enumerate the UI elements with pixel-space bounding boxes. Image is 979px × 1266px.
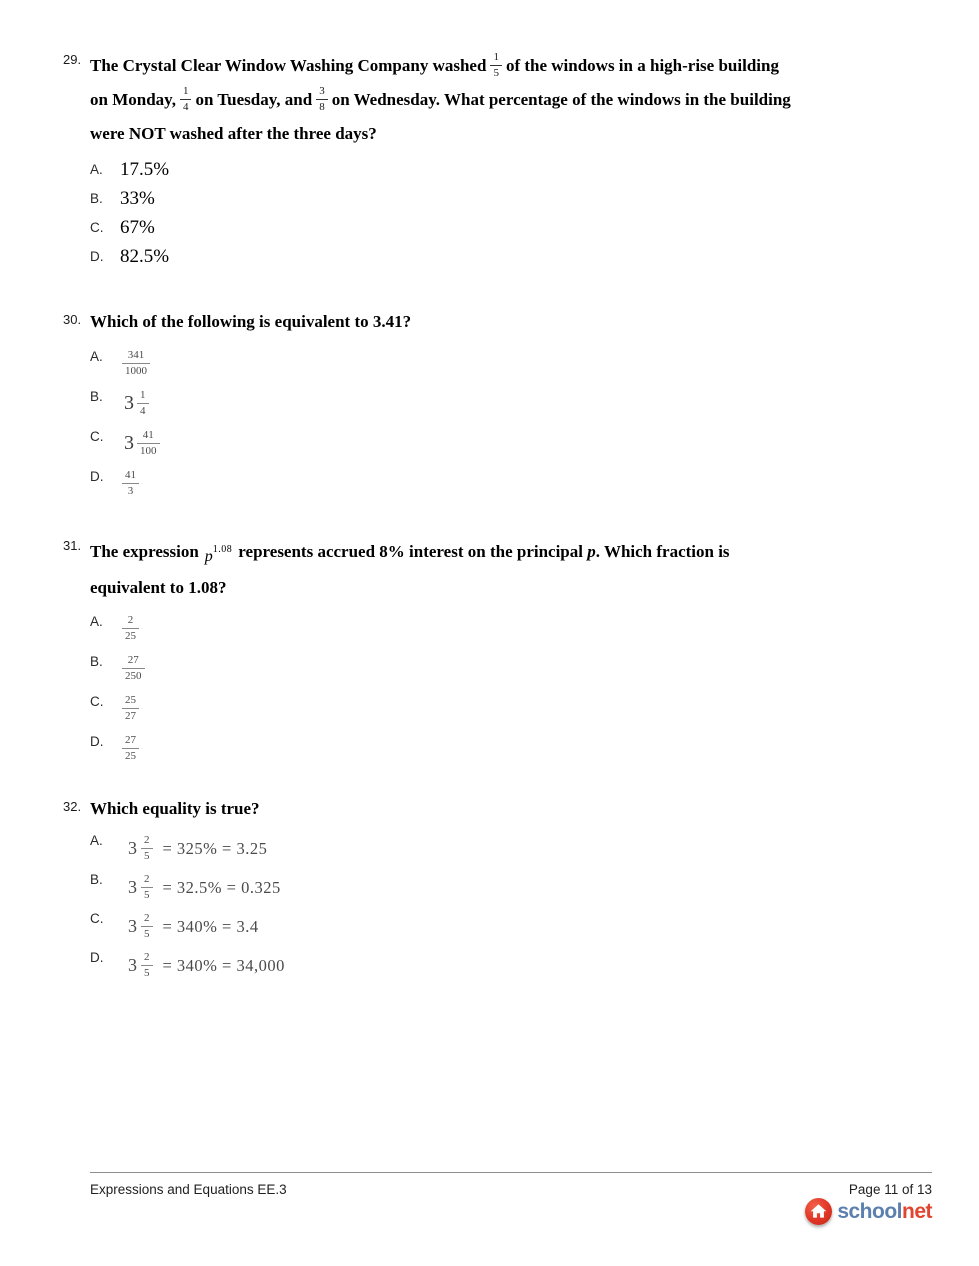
- question-number: 31.: [63, 538, 82, 553]
- option-value: 67%: [120, 216, 155, 238]
- variable-p: p: [587, 542, 596, 561]
- question-31: [63, 535, 939, 768]
- fraction: [137, 390, 149, 417]
- fraction: [141, 835, 153, 862]
- question-29: [63, 49, 939, 271]
- numerator: 1: [182, 84, 189, 97]
- numerator: 2: [144, 873, 150, 885]
- option-row-a: [90, 343, 939, 383]
- whole-number: 3: [128, 955, 137, 975]
- fraction: [141, 913, 153, 940]
- expression-exponent: 1.08: [212, 544, 233, 555]
- numerator: 1: [493, 50, 499, 63]
- option-value: 33%: [120, 187, 155, 209]
- question-number: 29.: [63, 52, 82, 67]
- options-list: [90, 608, 939, 768]
- option-row-c: [90, 213, 939, 242]
- option-letter: B.: [90, 388, 103, 404]
- option-value: 17.5%: [120, 158, 170, 180]
- question-30: [63, 309, 939, 503]
- equation: [128, 874, 281, 901]
- option-letter: B.: [90, 653, 103, 669]
- prompt-text: The Crystal Clear Window Washing Company washed: [90, 56, 487, 75]
- fraction: [122, 470, 139, 497]
- schoolnet-logo: [90, 1198, 932, 1225]
- prompt-text: Which of the following is equivalent to 3.41?: [90, 312, 412, 331]
- question-prompt: [90, 796, 260, 822]
- whole-number: 3: [128, 916, 137, 936]
- numerator: 1: [140, 388, 146, 401]
- option-value: 82.5%: [120, 245, 170, 267]
- denominator: 5: [141, 965, 153, 979]
- option-row-d: [90, 728, 939, 768]
- fraction: [122, 350, 150, 377]
- equation-suffix: = 325% = 3.25: [162, 838, 268, 858]
- option-row-b: [90, 383, 939, 423]
- numerator: 2: [144, 912, 150, 924]
- fraction: [122, 615, 139, 642]
- mixed-number: [124, 430, 162, 457]
- denominator: 5: [490, 65, 502, 79]
- option-letter: B.: [90, 191, 103, 206]
- option-row-c: [90, 907, 939, 946]
- option-letter: D.: [90, 249, 104, 264]
- logo-text-school: school: [837, 1199, 902, 1223]
- denominator: 27: [122, 708, 139, 722]
- option-row-b: [90, 648, 939, 688]
- numerator: 341: [127, 348, 145, 361]
- denominator: 25: [122, 748, 139, 762]
- option-row-b: [90, 184, 939, 213]
- denominator: 25: [122, 628, 139, 642]
- option-letter: A.: [90, 613, 103, 629]
- prompt-text: The expression: [90, 542, 199, 561]
- option-letter: A.: [90, 162, 103, 177]
- equation: [128, 913, 259, 940]
- option-row-c: [90, 688, 939, 728]
- fraction: [122, 735, 139, 762]
- fraction: [316, 86, 328, 113]
- option-row-d: [90, 946, 939, 985]
- power-expression: [204, 542, 233, 565]
- option-letter: C.: [90, 693, 104, 709]
- option-letter: A.: [90, 348, 103, 364]
- question-prompt: [90, 49, 796, 151]
- prompt-text: on Wednesday. What percentage of the windows in the building were NOT washed after the three days?: [90, 90, 791, 143]
- prompt-text: of the windows in a high-rise building on Monday,: [90, 56, 779, 109]
- prompt-text: Which equality is true?: [90, 799, 260, 818]
- question-number: 32.: [63, 799, 82, 814]
- whole-number: 3: [124, 391, 134, 414]
- logo-text-net: net: [902, 1199, 932, 1223]
- numerator: 2: [144, 951, 150, 963]
- question-prompt: [90, 535, 806, 604]
- option-letter: D.: [90, 733, 104, 749]
- option-row-a: [90, 608, 939, 648]
- option-letter: C.: [90, 220, 104, 235]
- numerator: 41: [125, 468, 136, 481]
- prompt-text: represents accrued 8% interest on the principal: [238, 542, 583, 561]
- equation: [128, 835, 267, 862]
- option-letter: D.: [90, 950, 104, 965]
- equation: [128, 952, 285, 979]
- option-row-d: [90, 463, 939, 503]
- fraction: [122, 695, 139, 722]
- denominator: 5: [141, 887, 153, 901]
- whole-number: 3: [128, 838, 137, 858]
- numerator: 25: [125, 693, 136, 706]
- denominator: 4: [180, 99, 192, 113]
- options-list: [90, 343, 939, 503]
- equation-suffix: = 32.5% = 0.325: [162, 877, 281, 897]
- option-letter: C.: [90, 428, 104, 444]
- options-list: [90, 155, 939, 271]
- option-letter: A.: [90, 833, 103, 848]
- denominator: 4: [137, 403, 149, 417]
- denominator: 3: [122, 483, 139, 497]
- numerator: 3: [319, 84, 325, 97]
- prompt-text: . Which fraction is equivalent to 1.08?: [90, 542, 730, 597]
- denominator: 8: [316, 99, 328, 113]
- numerator: 2: [127, 613, 134, 626]
- denominator: 5: [141, 848, 153, 862]
- whole-number: 3: [128, 877, 137, 897]
- option-row-c: [90, 423, 939, 463]
- option-letter: C.: [90, 911, 104, 926]
- numerator: 27: [127, 653, 139, 666]
- mixed-number: [124, 390, 151, 417]
- expression-base: p: [204, 548, 213, 565]
- denominator: 250: [122, 668, 145, 682]
- numerator: 2: [144, 834, 150, 846]
- denominator: 5: [141, 926, 153, 940]
- numerator: 27: [125, 733, 136, 746]
- fraction: [141, 952, 153, 979]
- option-letter: B.: [90, 872, 103, 887]
- prompt-text: on Tuesday, and: [195, 90, 313, 109]
- question-prompt: [90, 309, 411, 335]
- option-row-a: [90, 829, 939, 868]
- whole-number: 3: [124, 431, 134, 454]
- denominator: 1000: [122, 363, 150, 377]
- question-32: [63, 796, 939, 985]
- question-number: 30.: [63, 312, 82, 327]
- numerator: 41: [142, 428, 154, 441]
- option-letter: D.: [90, 468, 104, 484]
- option-row-a: [90, 155, 939, 184]
- equation-suffix: = 340% = 3.4: [162, 916, 259, 936]
- options-list: [90, 829, 939, 985]
- equation-suffix: = 340% = 34,000: [162, 955, 285, 975]
- option-row-b: [90, 868, 939, 907]
- footer-standard-label: Expressions and Equations EE.3: [90, 1182, 287, 1197]
- fraction: [141, 874, 153, 901]
- fraction: [137, 430, 160, 457]
- home-icon: [805, 1198, 832, 1225]
- footer: [90, 1172, 932, 1225]
- option-row-d: [90, 242, 939, 271]
- fraction: [490, 52, 502, 79]
- denominator: 100: [137, 443, 160, 457]
- fraction: [180, 86, 192, 113]
- page-indicator: Page 11 of 13: [848, 1182, 932, 1197]
- fraction: [122, 655, 145, 682]
